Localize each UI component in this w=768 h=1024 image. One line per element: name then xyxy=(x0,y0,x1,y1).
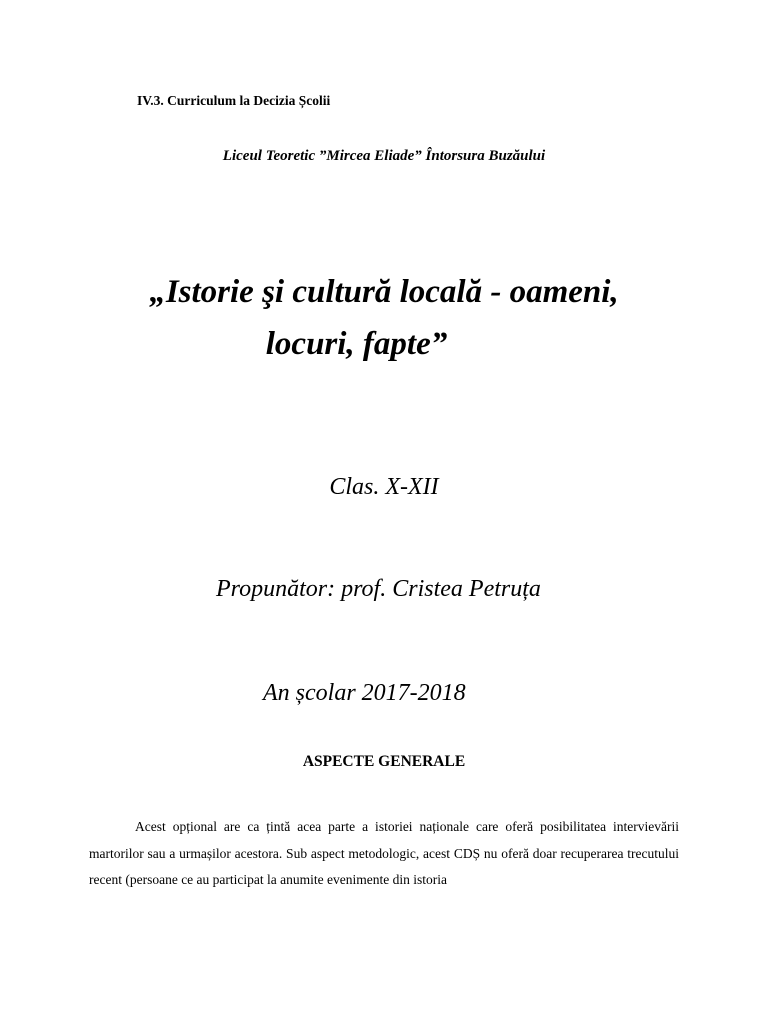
body-paragraph: Acest opțional are ca țintă acea parte a istoriei naționale care oferă posibilitatea intervievării martorilor sau a urmașilor acestora. Sub aspect metodologic, acest CDȘ nu oferă doar recuperarea trecutului recent (persoane ce au participat la anumite evenimente din istoria xyxy=(89,819,679,887)
section-heading: IV.3. Curriculum la Decizia Școlii xyxy=(137,93,331,108)
school-name: Liceul Teoretic ”Mircea Eliade” Întorsura Buzăului xyxy=(222,148,546,164)
proposer: Propunător: prof. Cristea Petruța xyxy=(216,576,541,602)
course-title-line-1: „Istorie şi cultură locală - oameni, xyxy=(149,274,619,310)
class-level: Clas. X-XII xyxy=(329,474,439,500)
course-title xyxy=(0,266,768,370)
course-title-line-2: locuri, fapte” xyxy=(265,326,448,362)
school-year: An școlar 2017-2018 xyxy=(263,680,466,706)
general-heading: ASPECTE GENERALE xyxy=(302,753,466,770)
